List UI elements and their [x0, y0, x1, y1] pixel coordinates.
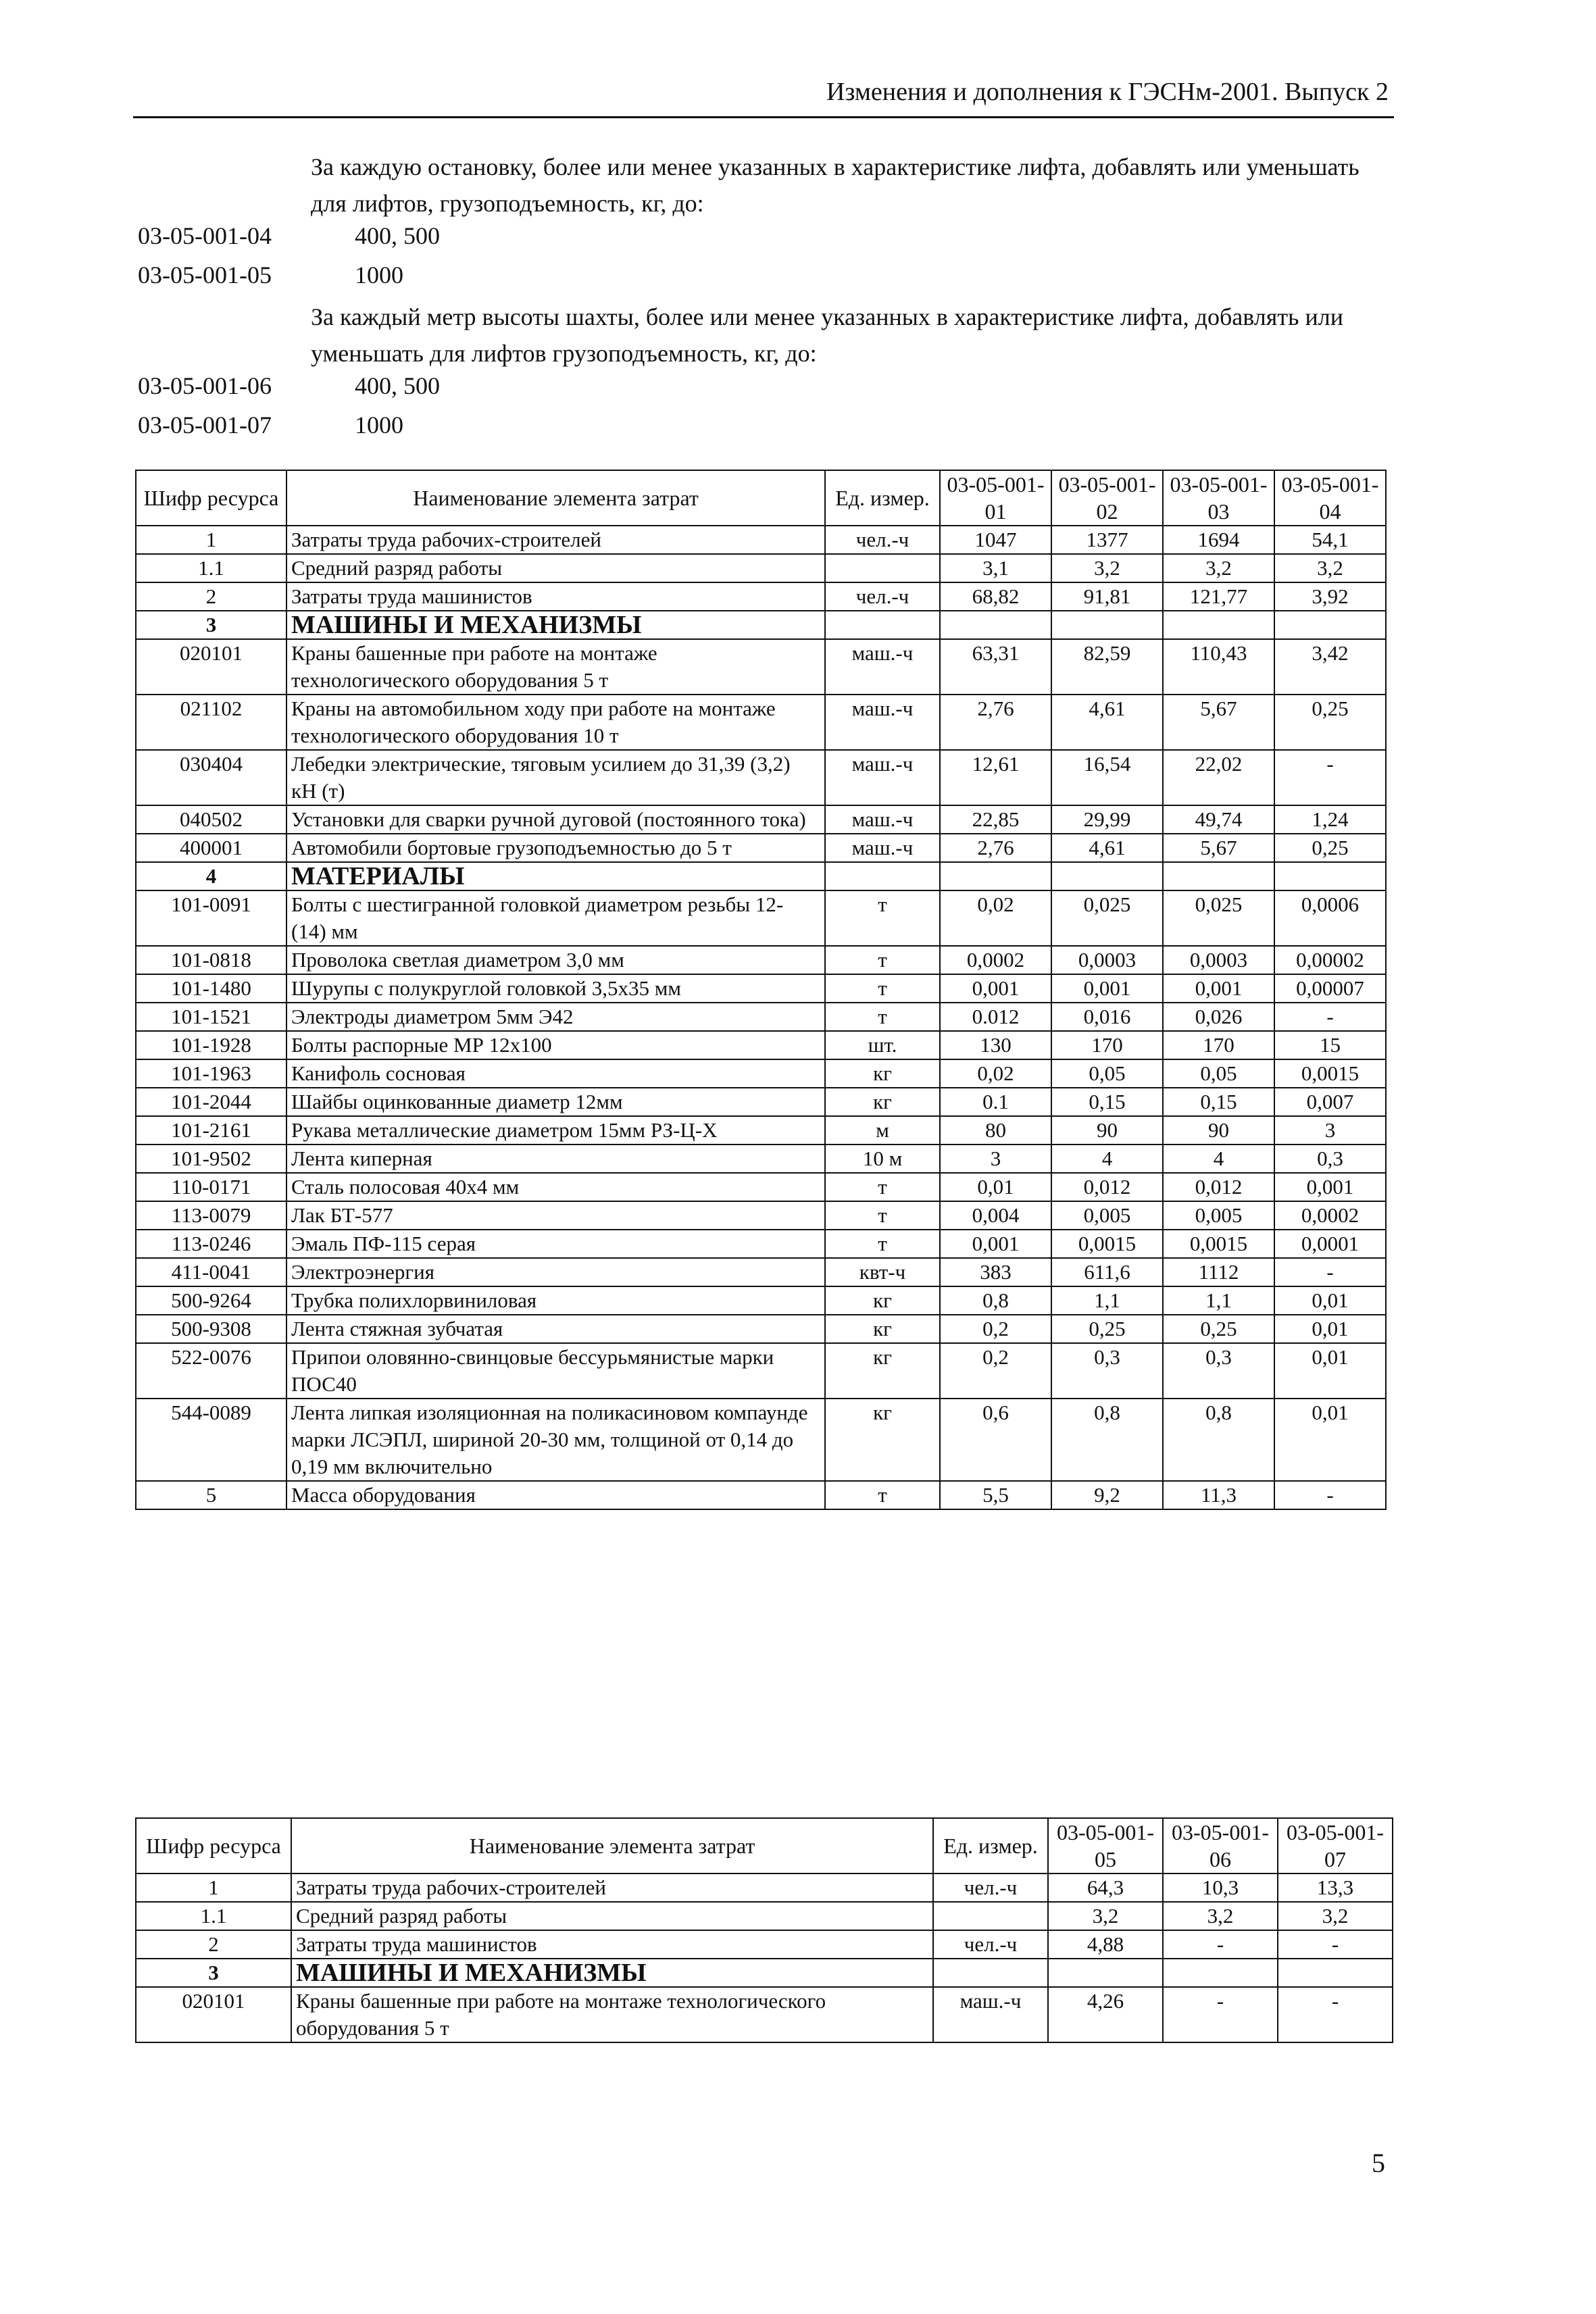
table-row [136, 1902, 1393, 1930]
cell-unit: маш.-ч [825, 750, 940, 805]
cell-value: 0,001 [940, 1230, 1051, 1258]
cell-value: 4,61 [1051, 695, 1163, 750]
cell-value: 0,001 [1163, 974, 1274, 1003]
cell-unit: кг [825, 1286, 940, 1315]
header-title: Изменения и дополнения к ГЭСНм-2001. Выпуск 2 [826, 78, 1389, 106]
cell-value: 383 [940, 1258, 1051, 1286]
cell-name: Шайбы оцинкованные диаметр 12мм [286, 1088, 825, 1116]
cell-name: Краны башенные при работе на монтаже технологического оборудования 5 т [286, 639, 825, 695]
cell-value: 1,1 [1051, 1286, 1163, 1315]
cell-value: 0,001 [1274, 1173, 1386, 1201]
cell-value: 3,1 [940, 554, 1051, 582]
cell-name: Лак БТ-577 [286, 1201, 825, 1230]
cell-value: 1112 [1163, 1258, 1274, 1286]
cell-value: 4 [1051, 1145, 1163, 1173]
cell-value [1163, 611, 1274, 639]
cell-name: Болты распорные МР 12х100 [286, 1031, 825, 1059]
cell-value: 13,3 [1278, 1873, 1393, 1902]
cell-unit: кг [825, 1059, 940, 1088]
cell-name: МАТЕРИАЛЫ [286, 862, 825, 890]
cell-value [1163, 1959, 1278, 1987]
cell-unit: м [825, 1116, 940, 1145]
cell-value: 11,3 [1163, 1481, 1274, 1509]
section-row [136, 611, 1386, 639]
cell-name: Краны на автомобильном ходу при работе на монтаже технологического оборудования 10 т [286, 695, 825, 750]
cell-code: 3 [136, 1959, 291, 1987]
cell-value: - [1274, 1003, 1386, 1031]
cell-unit: 10 м [825, 1145, 940, 1173]
cell-value [1274, 611, 1386, 639]
table-row [136, 526, 1386, 554]
table-row [136, 554, 1386, 582]
intro-paragraph-2: За каждый метр высоты шахты, более или менее указанных в характеристике лифта, добавлять или уменьшать для лифтов грузоподъемность, кг, до: [311, 303, 1343, 367]
cell-value: 49,74 [1163, 805, 1274, 834]
cell-value: 0,016 [1051, 1003, 1163, 1031]
cell-name: Автомобили бортовые грузоподъемностью до 5 т [286, 834, 825, 862]
header-col: 03-05-001-07 [1278, 1818, 1393, 1873]
cell-name: Лента липкая изоляционная на поликасиновом компаунде марки ЛСЭПЛ, шириной 20-30 мм, толщиной от 0,14 до 0,19 мм включительно [286, 1399, 825, 1481]
cell-value: - [1274, 1481, 1386, 1509]
cell-value: 0,025 [1051, 890, 1163, 946]
cell-code: 411-0041 [136, 1258, 286, 1286]
cell-name: Эмаль ПФ-115 серая [286, 1230, 825, 1258]
cell-value: 68,82 [940, 582, 1051, 611]
cell-unit: т [825, 1173, 940, 1201]
cell-value: 4,26 [1048, 1987, 1163, 2042]
intro-value: 400, 500 [355, 222, 440, 249]
cell-value: 3,2 [1163, 554, 1274, 582]
table-row [136, 1930, 1393, 1959]
cell-name: Проволока светлая диаметром 3,0 мм [286, 946, 825, 974]
cell-value: 22,85 [940, 805, 1051, 834]
cell-value: 0,01 [940, 1173, 1051, 1201]
cell-value: 0,0015 [1274, 1059, 1386, 1088]
table-row [136, 1201, 1386, 1230]
header-unit: Ед. измер. [933, 1818, 1048, 1873]
cell-code: 1.1 [136, 554, 286, 582]
cell-unit: кг [825, 1088, 940, 1116]
cell-code: 5 [136, 1481, 286, 1509]
cell-unit [933, 1959, 1048, 1987]
cell-value: 0,00007 [1274, 974, 1386, 1003]
cell-value: - [1278, 1987, 1393, 2042]
cell-code: 110-0171 [136, 1173, 286, 1201]
table-row [136, 1230, 1386, 1258]
cell-value: 0,3 [1051, 1343, 1163, 1399]
cell-code: 3 [136, 611, 286, 639]
header-name: Наименование элемента затрат [286, 470, 825, 526]
cell-value: 16,54 [1051, 750, 1163, 805]
table-row [136, 1399, 1386, 1481]
page-header [133, 76, 1394, 118]
cell-value: 54,1 [1274, 526, 1386, 554]
cell-value: 3 [1274, 1116, 1386, 1145]
cell-value: 5,5 [940, 1481, 1051, 1509]
table-row [136, 582, 1386, 611]
cell-code: 101-2161 [136, 1116, 286, 1145]
cell-value: 0,2 [940, 1343, 1051, 1399]
cell-name: МАШИНЫ И МЕХАНИЗМЫ [291, 1959, 933, 1987]
cell-value [1163, 862, 1274, 890]
cell-value [1278, 1959, 1393, 1987]
cell-value: 170 [1163, 1031, 1274, 1059]
cell-name: Трубка полихлорвиниловая [286, 1286, 825, 1315]
cell-value: 9,2 [1051, 1481, 1163, 1509]
cell-value: 2,76 [940, 695, 1051, 750]
cell-value: 0,007 [1274, 1088, 1386, 1116]
cell-name: Канифоль сосновая [286, 1059, 825, 1088]
cell-code: 1 [136, 526, 286, 554]
header-col: 03-05-001-02 [1051, 470, 1163, 526]
cell-value: 82,59 [1051, 639, 1163, 695]
cell-value: 0,8 [940, 1286, 1051, 1315]
cell-value: 0,0015 [1051, 1230, 1163, 1258]
cell-value: 3,42 [1274, 639, 1386, 695]
cell-value: 0,02 [940, 1059, 1051, 1088]
header-code: Шифр ресурса [136, 1818, 291, 1873]
cell-value: 0,25 [1274, 695, 1386, 750]
header-col: 03-05-001-01 [940, 470, 1051, 526]
cell-value: - [1163, 1930, 1278, 1959]
table-row [136, 1116, 1386, 1145]
cell-code: 522-0076 [136, 1343, 286, 1399]
cell-unit: т [825, 890, 940, 946]
intro-value: 400, 500 [355, 372, 440, 399]
cell-code: 101-9502 [136, 1145, 286, 1173]
cell-value: - [1274, 1258, 1386, 1286]
cell-name: Затраты труда машинистов [286, 582, 825, 611]
table-row [136, 1481, 1386, 1509]
cell-value: 0,0003 [1051, 946, 1163, 974]
cell-unit: чел.-ч [825, 582, 940, 611]
cell-value [940, 862, 1051, 890]
cell-value: 22,02 [1163, 750, 1274, 805]
cell-value: 0,05 [1163, 1059, 1274, 1088]
table-row [136, 1343, 1386, 1399]
cell-unit: шт. [825, 1031, 940, 1059]
cell-code: 544-0089 [136, 1399, 286, 1481]
header-col: 03-05-001-05 [1048, 1818, 1163, 1873]
cell-value: 0,001 [1051, 974, 1163, 1003]
cell-code: 101-1521 [136, 1003, 286, 1031]
cell-code: 113-0246 [136, 1230, 286, 1258]
cell-unit: кг [825, 1343, 940, 1399]
intro-code: 03-05-001-05 [138, 261, 272, 288]
cell-value: 0,01 [1274, 1343, 1386, 1399]
cell-value: 0,0002 [940, 946, 1051, 974]
cell-value: - [1163, 1987, 1278, 2042]
cell-code: 101-1963 [136, 1059, 286, 1088]
cell-value: 0,15 [1163, 1088, 1274, 1116]
table-row [136, 834, 1386, 862]
cell-unit [825, 554, 940, 582]
cell-code: 020101 [136, 1987, 291, 2042]
cell-value: 3,2 [1274, 554, 1386, 582]
table-row [136, 1286, 1386, 1315]
cell-name: Болты с шестигранной головкой диаметром резьбы 12- (14) мм [286, 890, 825, 946]
cell-value: 0,8 [1051, 1399, 1163, 1481]
intro-value: 1000 [355, 411, 403, 438]
cell-value: 130 [940, 1031, 1051, 1059]
cell-value [940, 611, 1051, 639]
cell-value: 1,24 [1274, 805, 1386, 834]
table-row [136, 805, 1386, 834]
cell-unit: маш.-ч [825, 639, 940, 695]
cell-name: Средний разряд работы [286, 554, 825, 582]
cell-unit: маш.-ч [825, 834, 940, 862]
cell-value: 10,3 [1163, 1873, 1278, 1902]
cell-code: 500-9308 [136, 1315, 286, 1343]
cell-value: 0,25 [1163, 1315, 1274, 1343]
cell-value: 0,012 [1163, 1173, 1274, 1201]
cell-value: 0,8 [1163, 1399, 1274, 1481]
cell-value: 0,25 [1274, 834, 1386, 862]
cell-unit [933, 1902, 1048, 1930]
cell-value: 1377 [1051, 526, 1163, 554]
cell-value: 0.1 [940, 1088, 1051, 1116]
cell-name: Затраты труда машинистов [291, 1930, 933, 1959]
intro-code: 03-05-001-07 [138, 411, 272, 438]
cell-value: 0,25 [1051, 1315, 1163, 1343]
table-row [136, 1088, 1386, 1116]
table-row [136, 639, 1386, 695]
cell-value: 5,67 [1163, 834, 1274, 862]
cell-code: 1 [136, 1873, 291, 1902]
cell-unit: маш.-ч [933, 1987, 1048, 2042]
cell-value: 0,026 [1163, 1003, 1274, 1031]
cell-name: Затраты труда рабочих-строителей [291, 1873, 933, 1902]
cell-unit: чел.-ч [933, 1873, 1048, 1902]
table-row [136, 946, 1386, 974]
cell-value: 0,01 [1274, 1286, 1386, 1315]
cell-code: 4 [136, 862, 286, 890]
cell-value: 1,1 [1163, 1286, 1274, 1315]
resource-table-2 [135, 1817, 1393, 2043]
intro-code: 03-05-001-06 [138, 372, 272, 399]
cell-unit [825, 611, 940, 639]
cell-name: Припои оловянно-свинцовые бессурьмянистые марки ПОС40 [286, 1343, 825, 1399]
cell-value: 0,004 [940, 1201, 1051, 1230]
table-row [136, 1173, 1386, 1201]
page-number: 5 [1372, 2148, 1385, 2178]
cell-value: 121,77 [1163, 582, 1274, 611]
cell-code: 500-9264 [136, 1286, 286, 1315]
cell-code: 2 [136, 582, 286, 611]
cell-value: 170 [1051, 1031, 1163, 1059]
cell-code: 101-2044 [136, 1088, 286, 1116]
cell-name: Рукава металлические диаметром 15мм РЗ-Ц-Х [286, 1116, 825, 1145]
cell-value: 80 [940, 1116, 1051, 1145]
table-row [136, 1873, 1393, 1902]
cell-value: 3,92 [1274, 582, 1386, 611]
cell-name: Средний разряд работы [291, 1902, 933, 1930]
section-row [136, 862, 1386, 890]
cell-unit: т [825, 1003, 940, 1031]
cell-code: 101-1480 [136, 974, 286, 1003]
table-row [136, 1315, 1386, 1343]
cell-value: - [1278, 1930, 1393, 1959]
cell-value: 0,2 [940, 1315, 1051, 1343]
cell-value: 1047 [940, 526, 1051, 554]
cell-code: 040502 [136, 805, 286, 834]
cell-name: Лебедки электрические, тяговым усилием до 31,39 (3,2) кН (т) [286, 750, 825, 805]
cell-value: 0,0002 [1274, 1201, 1386, 1230]
cell-value: 64,3 [1048, 1873, 1163, 1902]
cell-name: Электроды диаметром 5мм Э42 [286, 1003, 825, 1031]
cell-value [1048, 1959, 1163, 1987]
cell-value: 91,81 [1051, 582, 1163, 611]
cell-value: 2,76 [940, 834, 1051, 862]
cell-value: 5,67 [1163, 695, 1274, 750]
resource-table-1 [135, 470, 1387, 1510]
cell-name: Затраты труда рабочих-строителей [286, 526, 825, 554]
cell-value: 3 [940, 1145, 1051, 1173]
cell-value: 0,02 [940, 890, 1051, 946]
cell-name: МАШИНЫ И МЕХАНИЗМЫ [286, 611, 825, 639]
cell-name: Лента киперная [286, 1145, 825, 1173]
cell-code: 101-1928 [136, 1031, 286, 1059]
cell-unit: чел.-ч [825, 526, 940, 554]
cell-code: 1.1 [136, 1902, 291, 1930]
cell-unit: т [825, 974, 940, 1003]
cell-value: 110,43 [1163, 639, 1274, 695]
cell-name: Краны башенные при работе на монтаже технологического оборудования 5 т [291, 1987, 933, 2042]
intro-code: 03-05-001-04 [138, 222, 272, 249]
intro-paragraph-1: За каждую остановку, более или менее указанных в характеристике лифта, добавлять или уменьшать для лифтов, грузоподъемность, кг, до: [311, 153, 1360, 217]
cell-value [1051, 611, 1163, 639]
cell-value: 0,01 [1274, 1315, 1386, 1343]
cell-value: 90 [1051, 1116, 1163, 1145]
header-col: 03-05-001-03 [1163, 470, 1274, 526]
table-row [136, 1059, 1386, 1088]
header-code: Шифр ресурса [136, 470, 286, 526]
cell-value [1274, 862, 1386, 890]
table-row [136, 1031, 1386, 1059]
cell-unit: маш.-ч [825, 805, 940, 834]
table-row [136, 1258, 1386, 1286]
cell-value: 0,001 [940, 974, 1051, 1003]
cell-code: 101-0091 [136, 890, 286, 946]
cell-value: 0,3 [1274, 1145, 1386, 1173]
cell-value: - [1274, 750, 1386, 805]
table-row [136, 750, 1386, 805]
cell-value: 90 [1163, 1116, 1274, 1145]
cell-unit: т [825, 1481, 940, 1509]
cell-value: 611,6 [1051, 1258, 1163, 1286]
cell-value: 0,0015 [1163, 1230, 1274, 1258]
cell-value: 0,005 [1163, 1201, 1274, 1230]
header-col: 03-05-001-06 [1163, 1818, 1278, 1873]
table-row [136, 890, 1386, 946]
cell-unit: кг [825, 1315, 940, 1343]
cell-name: Лента стяжная зубчатая [286, 1315, 825, 1343]
cell-value: 0,0003 [1163, 946, 1274, 974]
cell-name: Шурупы с полукруглой головкой 3,5х35 мм [286, 974, 825, 1003]
cell-value: 0.012 [940, 1003, 1051, 1031]
cell-value: 0,0006 [1274, 890, 1386, 946]
header-col: 03-05-001-04 [1274, 470, 1386, 526]
table-row [136, 974, 1386, 1003]
cell-value: 0,15 [1051, 1088, 1163, 1116]
cell-value: 12,61 [940, 750, 1051, 805]
cell-value: 29,99 [1051, 805, 1163, 834]
cell-value: 4,61 [1051, 834, 1163, 862]
cell-value: 63,31 [940, 639, 1051, 695]
cell-name: Масса оборудования [286, 1481, 825, 1509]
cell-unit: кг [825, 1399, 940, 1481]
header-name: Наименование элемента затрат [291, 1818, 933, 1873]
cell-unit: т [825, 946, 940, 974]
cell-name: Сталь полосовая 40х4 мм [286, 1173, 825, 1201]
cell-value: 4,88 [1048, 1930, 1163, 1959]
cell-value: 3,2 [1048, 1902, 1163, 1930]
table-row [136, 695, 1386, 750]
cell-unit: т [825, 1230, 940, 1258]
cell-value: 3,2 [1278, 1902, 1393, 1930]
cell-value: 3,2 [1051, 554, 1163, 582]
cell-unit [825, 862, 940, 890]
section-row [136, 1959, 1393, 1987]
table-row [136, 1003, 1386, 1031]
cell-value: 0,05 [1051, 1059, 1163, 1088]
cell-unit: квт-ч [825, 1258, 940, 1286]
cell-value: 0,6 [940, 1399, 1051, 1481]
cell-code: 400001 [136, 834, 286, 862]
table-row [136, 1987, 1393, 2042]
cell-value: 15 [1274, 1031, 1386, 1059]
cell-value: 3,2 [1163, 1902, 1278, 1930]
table-row [136, 1145, 1386, 1173]
cell-unit: чел.-ч [933, 1930, 1048, 1959]
cell-code: 020101 [136, 639, 286, 695]
cell-value: 4 [1163, 1145, 1274, 1173]
cell-value: 0,3 [1163, 1343, 1274, 1399]
cell-name: Электроэнергия [286, 1258, 825, 1286]
cell-value: 0,00002 [1274, 946, 1386, 974]
cell-code: 113-0079 [136, 1201, 286, 1230]
cell-code: 021102 [136, 695, 286, 750]
cell-unit: маш.-ч [825, 695, 940, 750]
cell-value: 1694 [1163, 526, 1274, 554]
header-unit: Ед. измер. [825, 470, 940, 526]
cell-code: 101-0818 [136, 946, 286, 974]
cell-value: 0,005 [1051, 1201, 1163, 1230]
cell-code: 2 [136, 1930, 291, 1959]
cell-value: 0,012 [1051, 1173, 1163, 1201]
cell-value [1051, 862, 1163, 890]
cell-value: 0,01 [1274, 1399, 1386, 1481]
cell-code: 030404 [136, 750, 286, 805]
cell-value: 0,0001 [1274, 1230, 1386, 1258]
cell-value: 0,025 [1163, 890, 1274, 946]
intro-value: 1000 [355, 261, 403, 288]
cell-unit: т [825, 1201, 940, 1230]
cell-name: Установки для сварки ручной дуговой (постоянного тока) [286, 805, 825, 834]
